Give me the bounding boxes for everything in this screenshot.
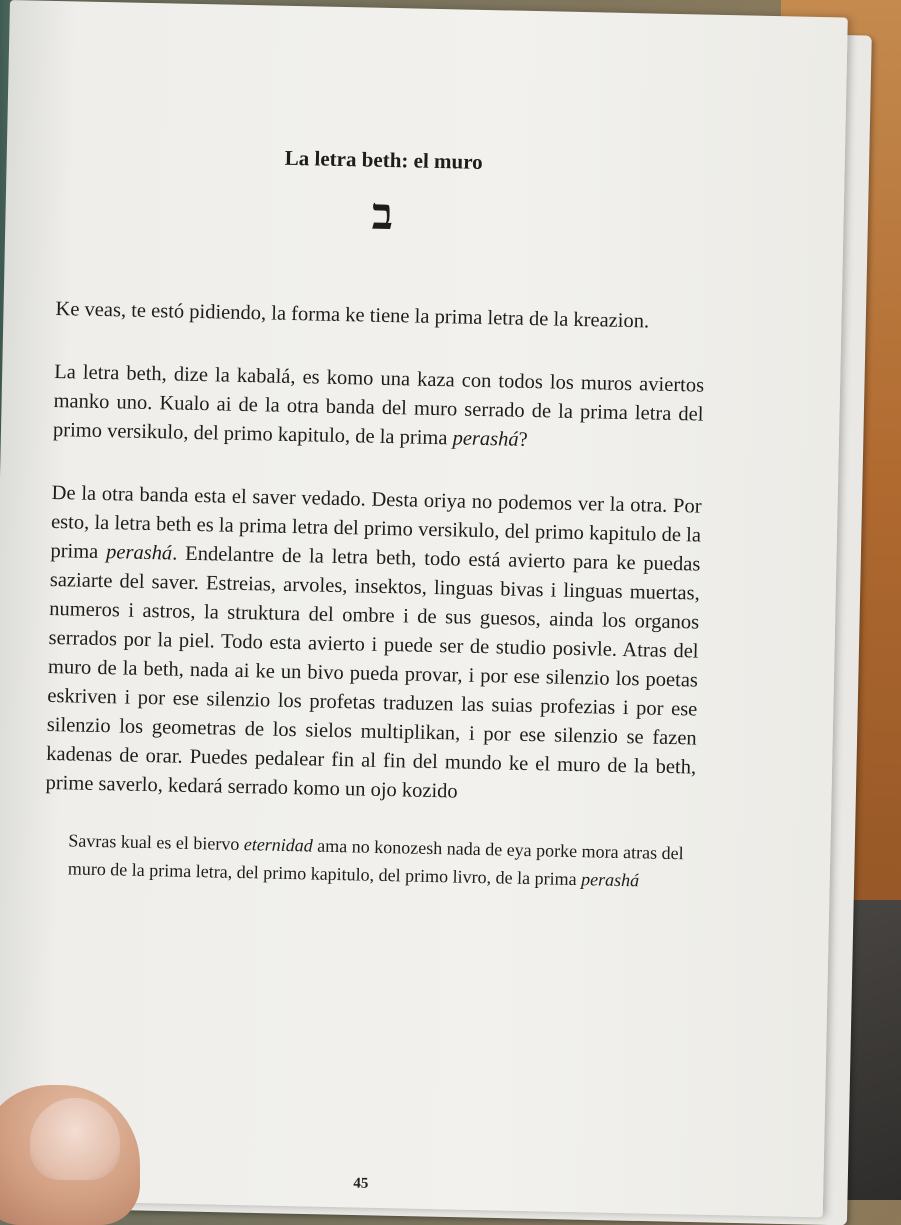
italic-term: perashá — [580, 869, 640, 891]
page-content — [43, 141, 709, 929]
text-segment: Savras kual es el biervo — [68, 830, 245, 855]
body-text — [44, 295, 706, 895]
text-segment: ? — [518, 428, 528, 451]
text-segment: Ke veas, te estó pidiendo, la forma ke tiene la prima letra de la kreazion. — [55, 298, 650, 333]
thumbnail-nail — [30, 1098, 120, 1180]
paragraph-3 — [45, 479, 702, 812]
italic-term: perashá — [452, 427, 519, 451]
text-segment: ama no konozesh nada de eya porke mora atras del muro de la prima letra, del primo kapitulo, del primo livro, de la prima — [67, 835, 684, 890]
hebrew-letter-beth: ב — [371, 188, 394, 241]
paragraph-1 — [55, 295, 705, 338]
text-segment: De la otra banda esta el saver vedado. Desta oriya no podemos ver la otra. Por esto, la letra beth es la prima letra del primo versikulo, del primo kapitulo de la prima — [50, 481, 702, 564]
italic-term: eternidad — [243, 834, 314, 856]
italic-term: perashá — [105, 541, 173, 565]
chapter-title: La letra beth: el muro — [284, 145, 483, 174]
page-number: 45 — [353, 1175, 369, 1192]
text-segment: . Endelantre de la letra beth, todo está avierto para ke puedas saziarte del saver. Estreias, arvoles, insektos, linguas bivas i linguas muertas, numeros i astros, la struktura del ombre i de sus guesos, ainda los organos serrados por la piel. Todo esta avierto i puede ser de studio posivle. Atras del muro de la beth, nada ai ke un bivo pueda provar, i por ese silenzio los poetas eskriven i por ese silenzio los profetas traduzen las suias profezias i por ese silenzio los geometras de los sielos multiplikan, i por ese silenzio se fazen kadenas de orar. Puedes pedalear fin al fin del mundo ke el muro de la beth, prime saverlo, kedará serrado komo un ojo kozido — [45, 542, 701, 803]
paragraph-4 — [44, 826, 695, 896]
text-segment: La letra beth, dize la kabalá, es komo una kaza con todos los muros aviertos manko uno. Kualo ai de la otra banda del muro serrado de la prima letra del primo versikulo, del primo kapitulo, de la prima — [52, 361, 705, 450]
paragraph-2 — [53, 358, 705, 459]
